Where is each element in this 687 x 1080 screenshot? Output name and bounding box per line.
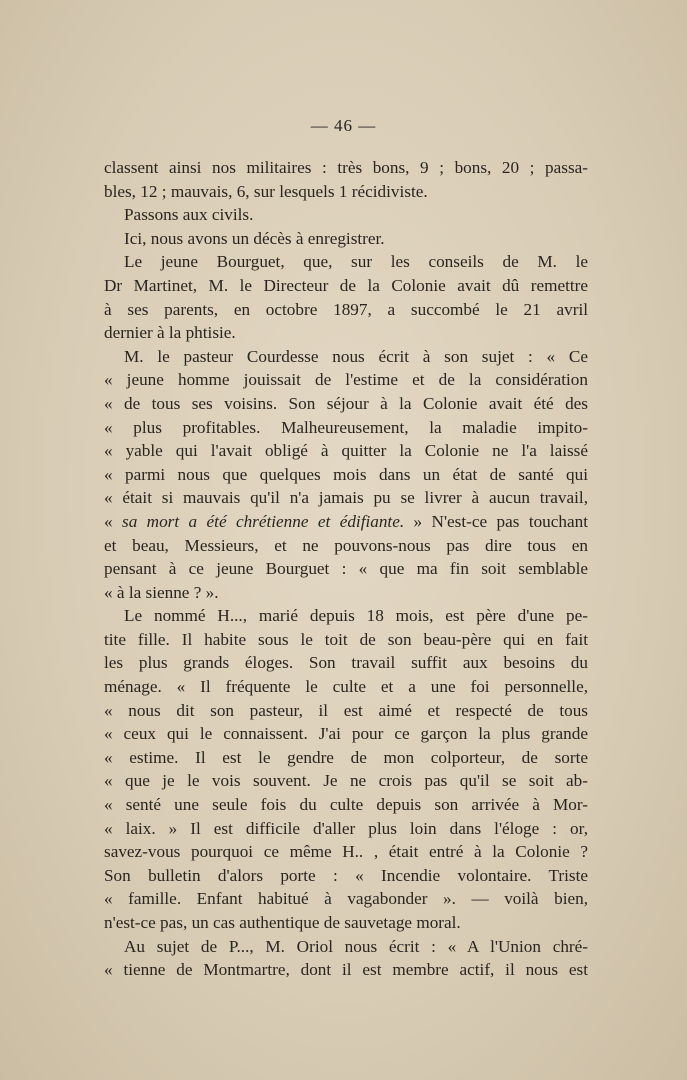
text-line: Passons aux civils. [124, 205, 254, 225]
body-text [104, 156, 588, 982]
text-line: « sa mort a été chrétienne et édifiante. » N'est-ce pas touchant [104, 511, 588, 531]
text-line: « parmi nous que quelques mois dans un état de santé qui [104, 464, 588, 484]
text-line: Ici, nous avons un décès à enregistrer. [124, 228, 385, 248]
text-line: les plus grands éloges. Son travail suffit aux besoins du [104, 653, 588, 673]
text-line: bles, 12 ; mauvais, 6, sur lesquels 1 récidiviste. [104, 181, 428, 201]
text-line: Au sujet de P..., M. Oriol nous écrit : « A l'Union chré- [124, 936, 588, 956]
text-line: Son bulletin d'alors porte : « Incendie volontaire. Triste [104, 865, 588, 885]
text-line: « estime. Il est le gendre de mon colporteur, de sorte [104, 747, 588, 767]
text-line: « nous dit son pasteur, il est aimé et respecté de tous [104, 700, 588, 720]
text-line: et beau, Messieurs, et ne pouvons-nous pas dire tous en [104, 535, 588, 555]
text-line: classent ainsi nos militaires : très bons, 9 ; bons, 20 ; passa- [104, 158, 588, 177]
text-line: « à la sienne ? ». [104, 582, 219, 602]
text-line: « était si mauvais qu'il n'a jamais pu se livrer à aucun travail, [104, 488, 588, 508]
text-line: « jeune homme jouissait de l'estime et de la considération [104, 370, 588, 390]
text-line: Le nommé H..., marié depuis 18 mois, est père d'une pe- [124, 606, 588, 626]
text-line: Dr Martinet, M. le Directeur de la Colonie avait dû remettre [104, 275, 588, 295]
text-line: « senté une seule fois du culte depuis son arrivée à Mor- [104, 795, 588, 815]
text-line: M. le pasteur Courdesse nous écrit à son sujet : « Ce [124, 346, 588, 366]
text-line: à ses parents, en octobre 1897, a succombé le 21 avril [104, 299, 588, 319]
text-line: n'est-ce pas, un cas authentique de sauvetage moral. [104, 913, 461, 932]
text-line: « plus profitables. Malheureusement, la maladie impito- [104, 417, 588, 437]
text-line: Le jeune Bourguet, que, sur les conseils de M. le [124, 252, 588, 272]
text-line: savez-vous pourquoi ce même H.. , était entré à la Colonie ? [104, 842, 588, 862]
text-line: pensant à ce jeune Bourguet : « que ma fin soit semblable [104, 559, 588, 579]
text-line: dernier à la phtisie. [104, 323, 236, 343]
text-line: « famille. Enfant habitué à vagabonder ». — voilà bien, [104, 889, 588, 909]
text-line: « tienne de Montmartre, dont il est membre actif, il nous est [104, 960, 588, 980]
text-line: tite fille. Il habite sous le toit de son beau-père qui en fait [104, 629, 588, 649]
text-line: « ceux qui le connaissent. J'ai pour ce garçon la plus grande [104, 724, 588, 744]
text-line: « laix. » Il est difficile d'aller plus loin dans l'éloge : or, [104, 818, 588, 838]
page-number: — 46 — [310, 116, 377, 135]
text-line: « yable qui l'avait obligé à quitter la Colonie ne l'a laissé [104, 441, 588, 461]
text-line: « que je le vois souvent. Je ne crois pas qu'il se soit ab- [104, 771, 588, 791]
text-line: ménage. « Il fréquente le culte et a une foi personnelle, [104, 677, 588, 697]
text-line: « de tous ses voisins. Son séjour à la Colonie avait été des [104, 393, 588, 413]
